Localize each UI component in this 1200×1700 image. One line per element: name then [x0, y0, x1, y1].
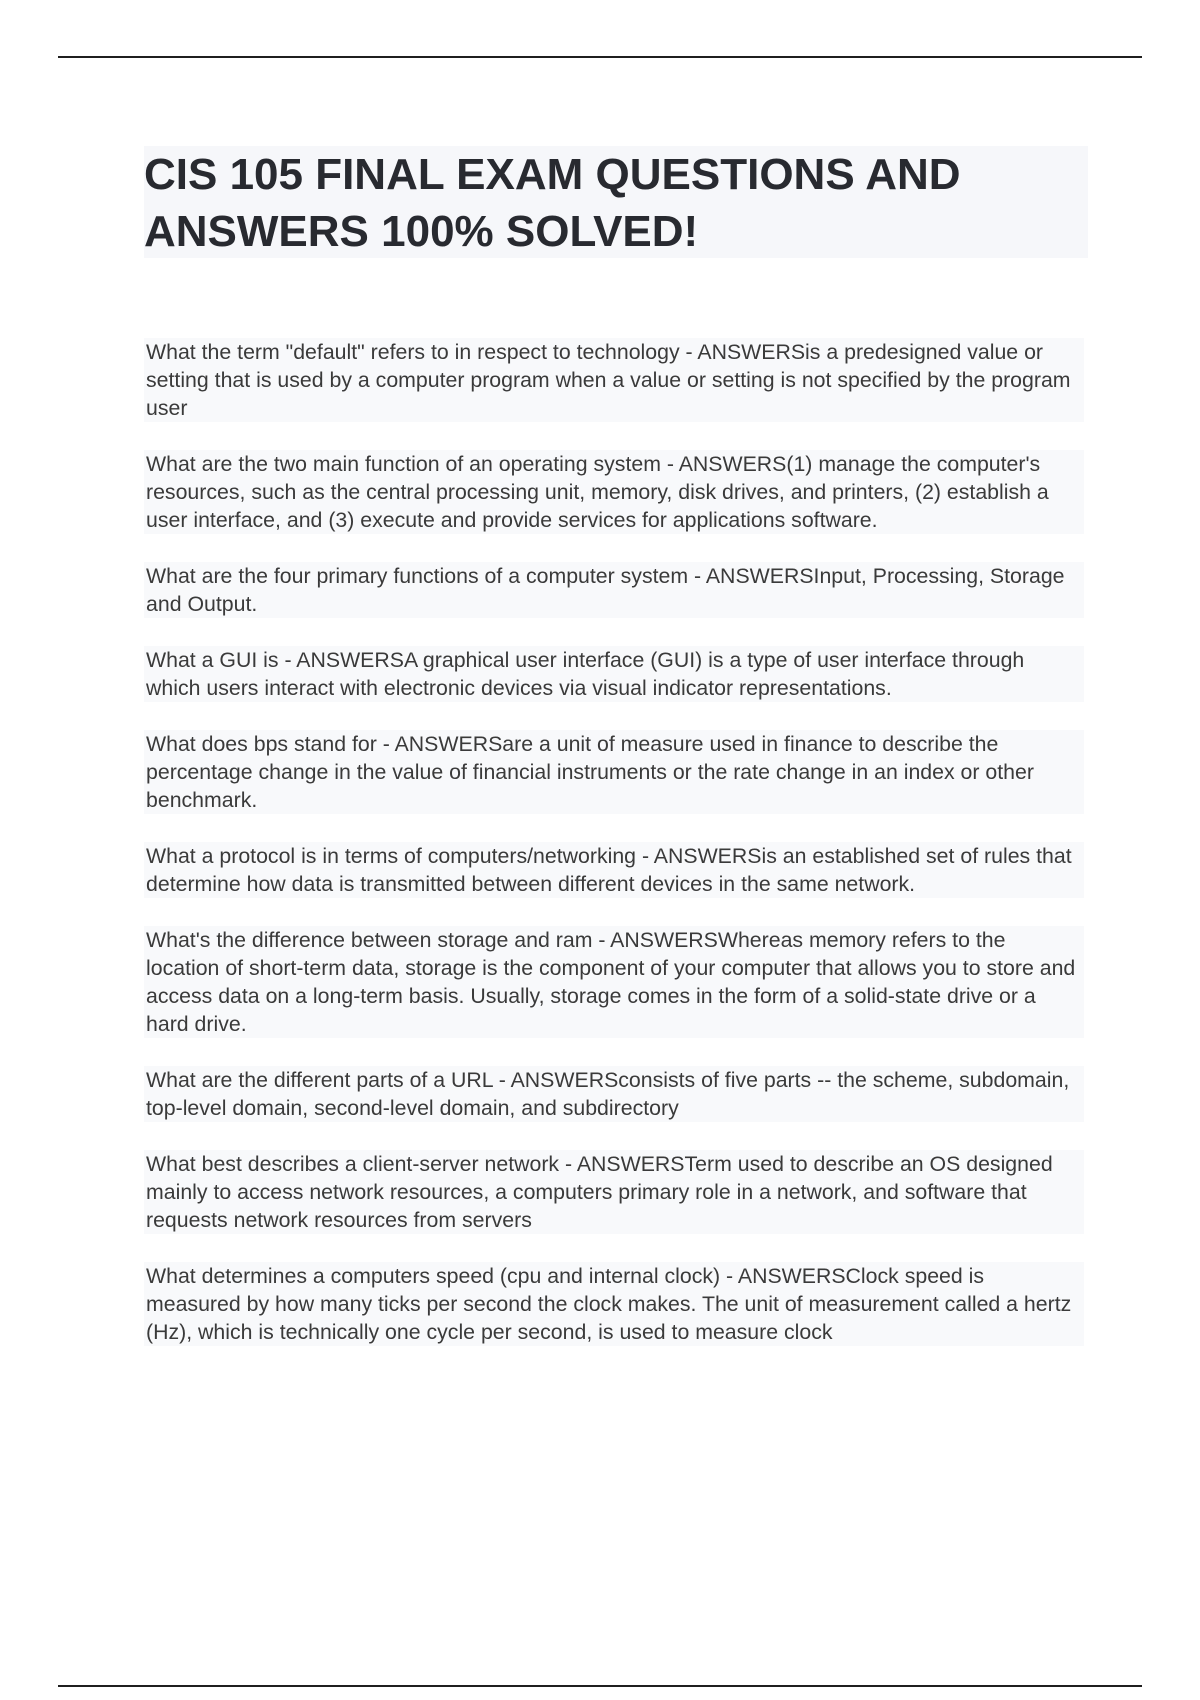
qa-item: What are the different parts of a URL - ANSWERSconsists of five parts -- the scheme, subdomain, top-level domain, second-level domain, and subdirectory — [144, 1066, 1084, 1122]
top-divider — [58, 56, 1142, 58]
qa-item: What are the two main function of an operating system - ANSWERS(1) manage the computer's resources, such as the central processing unit, memory, disk drives, and printers, (2) establish a user interface, and (3) execute and provide services for applications software. — [144, 450, 1084, 534]
qa-item: What does bps stand for - ANSWERSare a unit of measure used in finance to describe the percentage change in the value of financial instruments or the rate change in an index or other benchmark. — [144, 730, 1084, 814]
qa-item: What best describes a client-server network - ANSWERSTerm used to describe an OS designed mainly to access network resources, a computers primary role in a network, and software that requests network resources from servers — [144, 1150, 1084, 1234]
qa-list — [144, 338, 1084, 1346]
title-block — [144, 146, 1088, 258]
qa-item: What a protocol is in terms of computers/networking - ANSWERSis an established set of rules that determine how data is transmitted between different devices in the same network. — [144, 842, 1084, 898]
bottom-divider — [58, 1685, 1142, 1687]
qa-item: What determines a computers speed (cpu and internal clock) - ANSWERSClock speed is measured by how many ticks per second the clock makes. The unit of measurement called a hertz (Hz), which is technically one cycle per second, is used to measure clock — [144, 1262, 1084, 1346]
qa-item: What the term "default" refers to in respect to technology - ANSWERSis a predesigned value or setting that is used by a computer program when a value or setting is not specified by the program user — [144, 338, 1084, 422]
document-title: CIS 105 FINAL EXAM QUESTIONS AND ANSWERS 100% SOLVED! — [144, 150, 961, 256]
qa-item: What a GUI is - ANSWERSA graphical user interface (GUI) is a type of user interface through which users interact with electronic devices via visual indicator representations. — [144, 646, 1084, 702]
qa-item: What are the four primary functions of a computer system - ANSWERSInput, Processing, Storage and Output. — [144, 562, 1084, 618]
qa-item: What's the difference between storage and ram - ANSWERSWhereas memory refers to the location of short-term data, storage is the component of your computer that allows you to store and access data on a long-term basis. Usually, storage comes in the form of a solid-state drive or a hard drive. — [144, 926, 1084, 1038]
